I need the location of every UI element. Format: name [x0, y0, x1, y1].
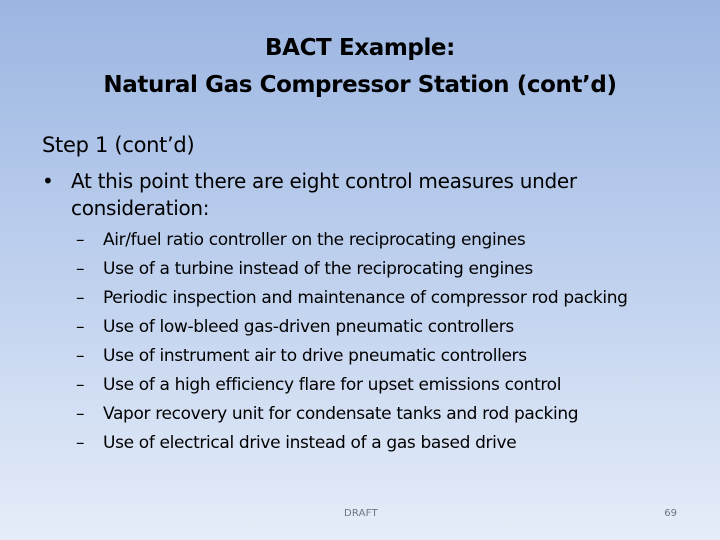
slide-title-line-1: BACT Example: [265, 35, 455, 61]
slide-title [40, 30, 680, 104]
dash-icon: – [76, 259, 85, 279]
list-item-text: Use of low-bleed gas-driven pneumatic controllers [103, 317, 514, 337]
list-item [76, 400, 628, 429]
main-bullet-text [71, 168, 661, 222]
dash-icon: – [76, 317, 85, 337]
control-measures-list [76, 226, 628, 458]
dash-icon: – [76, 230, 85, 250]
dash-icon: – [76, 375, 85, 395]
list-item-text: Use of a turbine instead of the reciprocating engines [103, 259, 533, 279]
list-item-text: Use of electrical drive instead of a gas based drive [103, 433, 517, 453]
footer-draft-label: DRAFT [344, 508, 378, 519]
list-item [76, 226, 628, 255]
slide-title-line-2: Natural Gas Compressor Station (cont’d) [103, 72, 617, 98]
dash-icon: – [76, 404, 85, 424]
main-bullet-line-2: consideration: [71, 196, 210, 220]
page-number: 69 [664, 508, 677, 519]
list-item-text: Air/fuel ratio controller on the reciprocating engines [103, 230, 526, 250]
dash-icon: – [76, 433, 85, 453]
dash-icon: – [76, 288, 85, 308]
list-item [76, 371, 628, 400]
list-item [76, 255, 628, 284]
main-bullet-line-1: At this point there are eight control measures under [71, 169, 577, 193]
list-item-text: Vapor recovery unit for condensate tanks and rod packing [103, 404, 579, 424]
list-item [76, 342, 628, 371]
list-item [76, 284, 628, 313]
list-item-text: Use of a high efficiency flare for upset emissions control [103, 375, 562, 395]
list-item [76, 313, 628, 342]
list-item-text: Use of instrument air to drive pneumatic controllers [103, 346, 527, 366]
dash-icon: – [76, 346, 85, 366]
bullet-dot-icon: • [42, 169, 54, 193]
step-heading: Step 1 (cont’d) [42, 133, 195, 157]
list-item [76, 429, 628, 458]
list-item-text: Periodic inspection and maintenance of compressor rod packing [103, 288, 628, 308]
